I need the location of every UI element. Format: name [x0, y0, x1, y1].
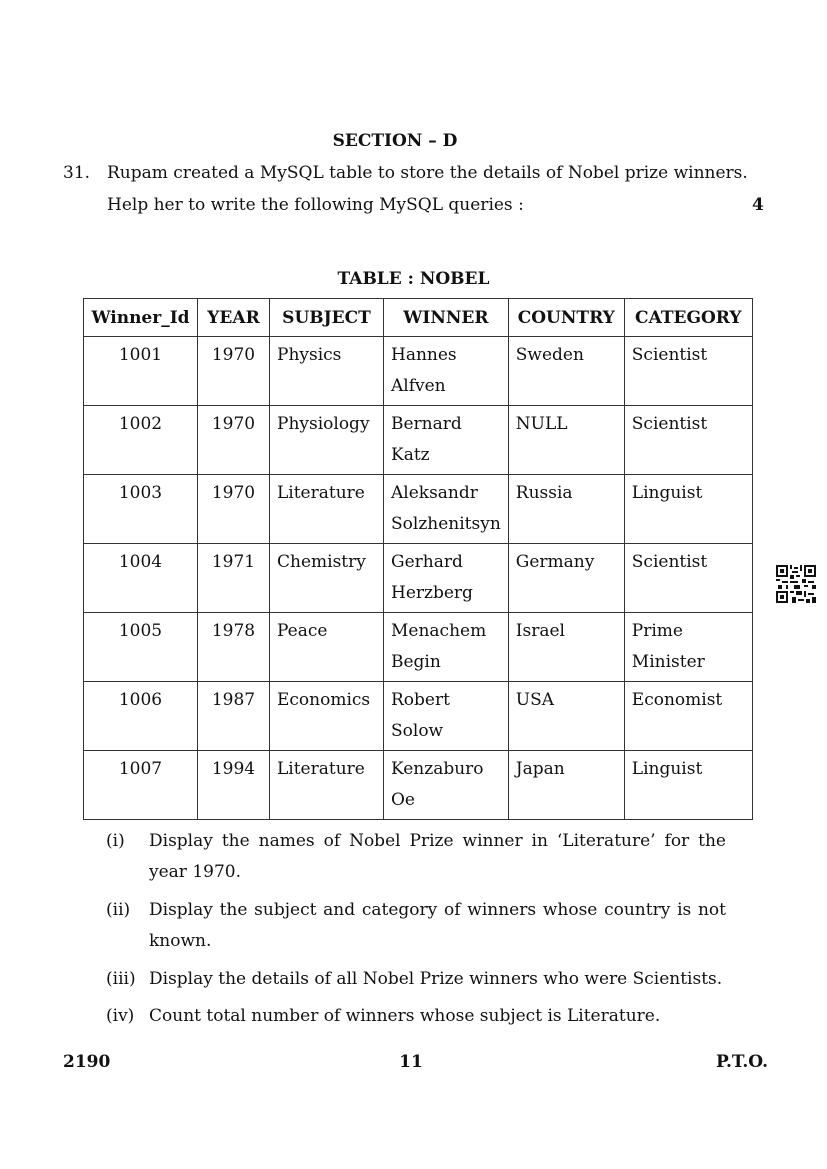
cell-category — [624, 475, 752, 544]
cell-subject: Literature — [270, 751, 384, 820]
header-year: YEAR — [198, 299, 270, 337]
cell-winner — [384, 613, 509, 682]
cell-winner — [384, 544, 509, 613]
section-title: SECTION – D — [332, 131, 458, 151]
cell-year: 1971 — [198, 544, 270, 613]
table-row — [84, 475, 753, 544]
cell-subject: Chemistry — [270, 544, 384, 613]
cell-country: Germany — [508, 544, 624, 613]
question-marks: 4 — [752, 195, 764, 215]
winner-first-name: Menachem — [391, 621, 487, 641]
table-row — [84, 406, 753, 475]
cell-year: 1970 — [198, 337, 270, 406]
cell-category — [624, 682, 752, 751]
table-row — [84, 613, 753, 682]
winner-last-name: Begin — [391, 652, 441, 672]
page-number: 11 — [399, 1052, 423, 1072]
cell-country: Sweden — [508, 337, 624, 406]
table-header-row — [84, 299, 753, 337]
cell-category — [624, 337, 752, 406]
cell-year: 1970 — [198, 406, 270, 475]
winner-first-name: Aleksandr — [391, 483, 478, 503]
cell-subject: Literature — [270, 475, 384, 544]
paper-code: 2190 — [63, 1052, 111, 1072]
table-title: TABLE : NOBEL — [337, 269, 490, 289]
cell-winner-id: 1001 — [84, 337, 198, 406]
cell-winner — [384, 682, 509, 751]
cell-winner-id: 1006 — [84, 682, 198, 751]
header-country: COUNTRY — [508, 299, 624, 337]
winner-first-name: Robert — [391, 690, 450, 710]
table-row — [84, 544, 753, 613]
winner-last-name: Herzberg — [391, 583, 473, 603]
header-subject: SUBJECT — [270, 299, 384, 337]
winner-last-name: Solzhenitsyn — [391, 514, 501, 534]
category-line1: Scientist — [631, 552, 708, 572]
cell-winner-id: 1004 — [84, 544, 198, 613]
winner-first-name: Gerhard — [391, 552, 463, 572]
subquestion-text: Display the details of all Nobel Prize winners who were Scientists. — [149, 969, 723, 989]
cell-category — [624, 751, 752, 820]
header-category: CATEGORY — [624, 299, 752, 337]
cell-winner-id: 1003 — [84, 475, 198, 544]
cell-winner-id: 1002 — [84, 406, 198, 475]
cell-category — [624, 544, 752, 613]
cell-country: Russia — [508, 475, 624, 544]
subquestion-label: (iii) — [106, 969, 136, 989]
header-winner-id: Winner_Id — [84, 299, 198, 337]
cell-category — [624, 406, 752, 475]
pto-label: P.T.O. — [716, 1052, 768, 1072]
qr-code-icon — [776, 565, 816, 603]
winner-first-name: Bernard — [391, 414, 462, 434]
winner-first-name: Kenzaburo — [391, 759, 484, 779]
cell-winner-id: 1007 — [84, 751, 198, 820]
category-line1: Economist — [631, 690, 723, 710]
nobel-table — [83, 298, 753, 820]
category-line1: Prime — [631, 621, 683, 641]
cell-country: Israel — [508, 613, 624, 682]
cell-country: USA — [508, 682, 624, 751]
table-row — [84, 337, 753, 406]
subquestion-text: Count total number of winners whose subject is Literature. — [149, 1006, 661, 1026]
cell-winner — [384, 475, 509, 544]
cell-winner — [384, 751, 509, 820]
cell-winner — [384, 337, 509, 406]
cell-year: 1994 — [198, 751, 270, 820]
cell-subject: Physiology — [270, 406, 384, 475]
header-winner: WINNER — [384, 299, 509, 337]
winner-last-name: Katz — [391, 445, 430, 465]
winner-last-name: Alfven — [391, 376, 446, 396]
category-line2: Minister — [631, 652, 705, 672]
question-text-line1: Rupam created a MySQL table to store the details of Nobel prize winners. — [107, 163, 748, 183]
cell-year: 1987 — [198, 682, 270, 751]
cell-subject: Economics — [270, 682, 384, 751]
cell-year: 1970 — [198, 475, 270, 544]
table-row — [84, 682, 753, 751]
winner-last-name: Solow — [391, 721, 444, 741]
cell-winner-id: 1005 — [84, 613, 198, 682]
question-number: 31. — [63, 163, 91, 183]
cell-subject: Physics — [270, 337, 384, 406]
winner-last-name: Oe — [391, 790, 415, 810]
subquestion-label: (i) — [106, 831, 125, 851]
subquestion-text: Display the names of Nobel Prize winner in ‘Literature’ for the year 1970. — [149, 831, 726, 882]
category-line1: Scientist — [631, 345, 708, 365]
category-line1: Linguist — [631, 759, 703, 779]
cell-year: 1978 — [198, 613, 270, 682]
cell-country: Japan — [508, 751, 624, 820]
cell-winner — [384, 406, 509, 475]
subquestion-label: (iv) — [106, 1006, 135, 1026]
category-line1: Scientist — [631, 414, 708, 434]
winner-first-name: Hannes — [391, 345, 457, 365]
category-line1: Linguist — [631, 483, 703, 503]
subquestion-text: Display the subject and category of winners whose country is not known. — [149, 900, 726, 951]
cell-country: NULL — [508, 406, 624, 475]
table-row — [84, 751, 753, 820]
subquestion-label: (ii) — [106, 900, 131, 920]
question-text-line2: Help her to write the following MySQL queries : — [107, 195, 524, 215]
cell-subject: Peace — [270, 613, 384, 682]
cell-category — [624, 613, 752, 682]
